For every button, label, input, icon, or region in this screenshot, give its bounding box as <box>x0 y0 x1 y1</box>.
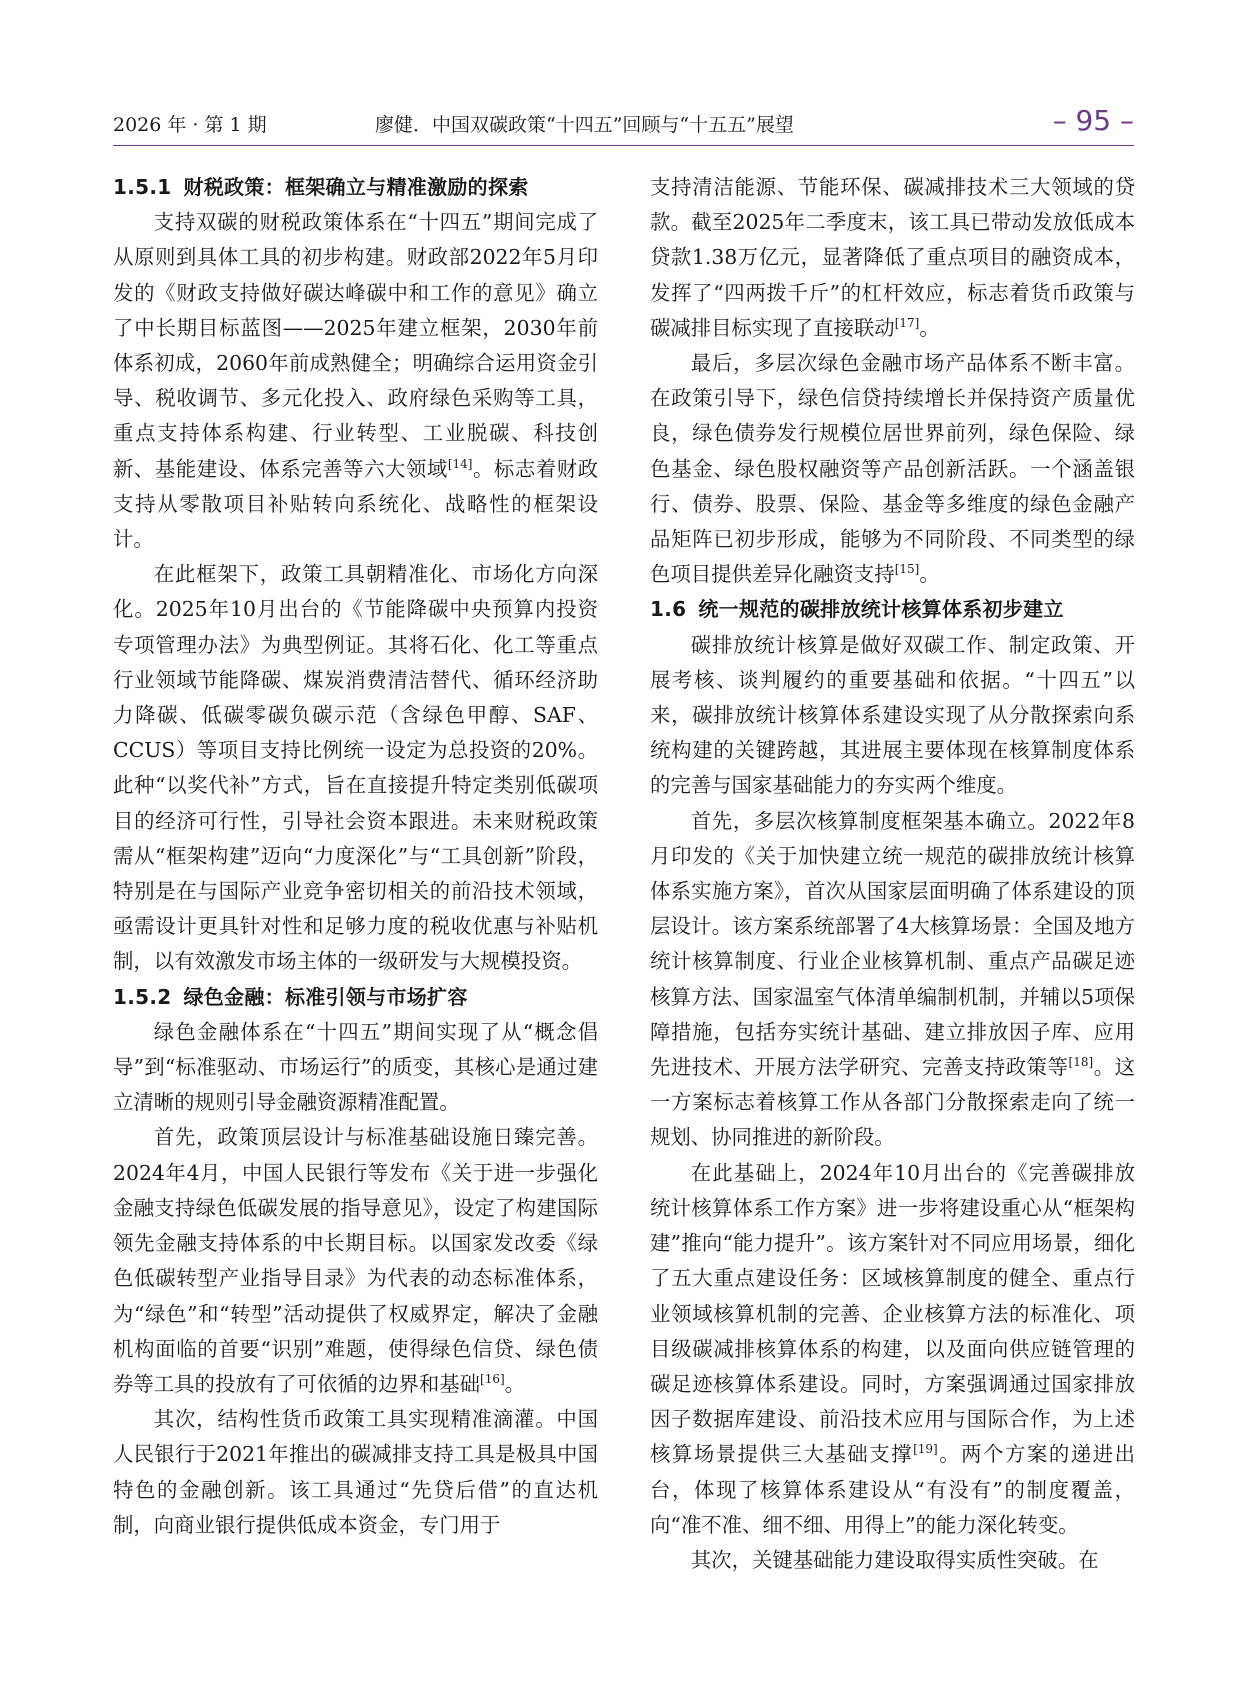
header-rule <box>113 145 1134 146</box>
issue-label: 2026 年 · 第 1 期 <box>113 114 267 136</box>
section-number: 1.5.1 <box>113 175 172 199</box>
citation-ref[interactable]: [14] <box>447 456 473 471</box>
left-column <box>113 170 598 1543</box>
paragraph-text: 支持清洁能源、节能环保、碳减排技术三大领域的贷款。截至2025年二季度末，该工具已带动发放低成本贷款1.38万亿元，显著降低了重点项目的融资成本，发挥了“四两拨千斤”的杠杆效应，标志着货币政策与碳减排目标实现了直接联动 <box>650 175 1135 340</box>
paragraph-text: 首先，政策顶层设计与标准基础设施日臻完善。2024年4月，中国人民银行等发布《关于进一步强化金融支持绿色低碳发展的指导意见》，设定了构建国际领先金融支持体系的中长期目标。以国家发改委《绿色低碳转型产业指导目录》为代表的动态标准体系，为“绿色”和“转型”活动提供了权威界定，解决了金融机构面临的首要“识别”难题，使得绿色信贷、绿色债券等工具的投放有了可依循的边界和基础 <box>113 1125 598 1396</box>
section-title: 统一规范的碳排放统计核算体系初步建立 <box>698 597 1064 622</box>
paragraph: 其次，关键基础能力建设取得实质性突破。在 <box>690 1547 1099 1572</box>
page-number: – 95 – <box>1052 104 1134 137</box>
paragraph-text: 在此基础上，2024年10月出台的《完善碳排放统计核算体系工作方案》进一步将建设重心从“框架构建”推向“能力提升”。该方案针对不同应用场景，细化了五大重点建设任务：区域核算制度的健全、重点行业领域核算机制的完善、企业核算方法的标准化、项目级碳减排核算体系的构建，以及面向供应链管理的碳足迹核算体系建设。同时，方案强调通过国家排放因子数据库建设、前沿技术应用与国际合作，为上述核算场景提供三大基础支撑 <box>650 1160 1135 1467</box>
paragraph <box>650 1156 1135 1543</box>
paragraph <box>650 170 1135 346</box>
paragraph <box>113 205 598 557</box>
section-number: 1.5.2 <box>113 984 172 1009</box>
right-column <box>650 170 1135 1578</box>
paragraph: 在此框架下，政策工具朝精准化、市场化方向深化。2025年10月出台的《节能降碳中央预算内投资专项管理办法》为典型例证。其将石化、化工等重点行业领域节能降碳、煤炭消费清洁替代、循环经济助力降碳、低碳零碳负碳示范（含绿色甲醇、SAF、CCUS）等项目支持比例统一设定为总投资的20%。此种“以奖代补”方式，旨在直接提升特定类别低碳项目的经济可行性，引导社会资本跟进。未来财税政策需从“框架构建”迈向“力度深化”与“工具创新”阶段，特别是在与国际产业竞争密切相关的前沿技术领域，亟需设计更具针对性和足够力度的税收优惠与补贴机制，以有效激发市场主体的一级研发与大规模投资。 <box>113 562 598 974</box>
section-number: 1.6 <box>650 597 687 622</box>
paragraph-text: 。标志着财政支持从零散项目补贴转向系统化、战略性的框架设计。 <box>113 456 599 552</box>
paragraph-text: 。两个方案的递进出台，体现了核算体系建设从“有没有”的制度覆盖，向“准不准、细不细、用得上”的能力深化转变。 <box>650 1442 1135 1537</box>
citation-ref[interactable]: [17] <box>894 316 920 331</box>
paragraph-text: 。 <box>919 315 940 340</box>
citation-ref[interactable]: [18] <box>1068 1055 1094 1070</box>
paragraph <box>650 804 1135 1156</box>
paragraph-text: 。这一方案标志着核算工作从各部门分散探索走向了统一规划、协同推进的新阶段。 <box>650 1055 1136 1150</box>
section-heading-1-6 <box>650 592 1135 627</box>
paragraph: 绿色金融体系在“十四五”期间实现了从“概念倡导”到“标准驱动、市场运行”的质变，其核心是通过建立清晰的规则引导金融资源精准配置。 <box>113 1019 598 1115</box>
paragraph: 碳排放统计核算是做好双碳工作、制定政策、开展考核、谈判履约的重要基础和依据。“十四五”以来，碳排放统计核算体系建设实现了从分散探索向系统构建的关键跨越，其进展主要体现在核算制度体系的完善与国家基础能力的夯实两个维度。 <box>650 632 1135 798</box>
citation-ref[interactable]: [16] <box>480 1372 505 1387</box>
paragraph-text: 支持双碳的财税政策体系在“十四五”期间完成了从原则到具体工具的初步构建。财政部2022年5月印发的《财政支持做好碳达峰碳中和工作的意见》确立了中长期目标蓝图——2025年建立框架，2030年前体系初成，2060年前成熟健全；明确综合运用资金引导、税收调节、多元化投入、政府绿色采购等工具，重点支持体系构建、行业转型、工业脱碳、科技创新、基能建设、体系完善等六大领域 <box>113 210 598 481</box>
citation-ref[interactable]: [15] <box>894 562 920 577</box>
paragraph-text: 。 <box>504 1371 526 1396</box>
section-title: 财税政策：框架确立与精准激励的探索 <box>183 175 529 199</box>
paragraph-text: 首先，多层次核算制度框架基本确立。2022年8月印发的《关于加快建立统一规范的碳排放统计核算体系实施方案》，首次从国家层面明确了体系建设的顶层设计。该方案系统部署了4大核算场景：全国及地方统计核算制度、行业企业核算机制、重点产品碳足迹核算方法、国家温室气体清单编制机制，并辅以5项保障措施，包括夯实统计基础、建立排放因子库、应用先进技术、开展方法学研究、完善支持政策等 <box>650 808 1135 1080</box>
section-heading-1-5-2 <box>113 980 598 1015</box>
paragraph: 其次，结构性货币政策工具实现精准滴灌。中国人民银行于2021年推出的碳减排支持工具是极具中国特色的金融创新。该工具通过“先贷后借”的直达机制，向商业银行提供低成本资金，专门用于 <box>113 1407 598 1537</box>
paragraph-text: 最后，多层次绿色金融市场产品体系不断丰富。在政策引导下，绿色信贷持续增长并保持资产质量优良，绿色债券发行规模位居世界前列，绿色保险、绿色基金、绿色股权融资等产品创新活跃。一个涵盖银行、债券、股票、保险、基金等多维度的绿色金融产品矩阵已初步形成，能够为不同阶段、不同类型的绿色项目提供差异化融资支持 <box>650 351 1135 587</box>
running-header <box>113 104 1134 140</box>
section-heading-1-5-1 <box>113 170 598 205</box>
paragraph-text: 。 <box>919 562 940 587</box>
paragraph <box>113 1120 598 1402</box>
citation-ref[interactable]: [19] <box>913 1442 938 1457</box>
section-title: 绿色金融：标准引领与市场扩容 <box>183 984 468 1009</box>
paragraph <box>650 346 1135 592</box>
running-title: 廖健．中国双碳政策“十四五”回顾与“十五五”展望 <box>375 114 794 136</box>
